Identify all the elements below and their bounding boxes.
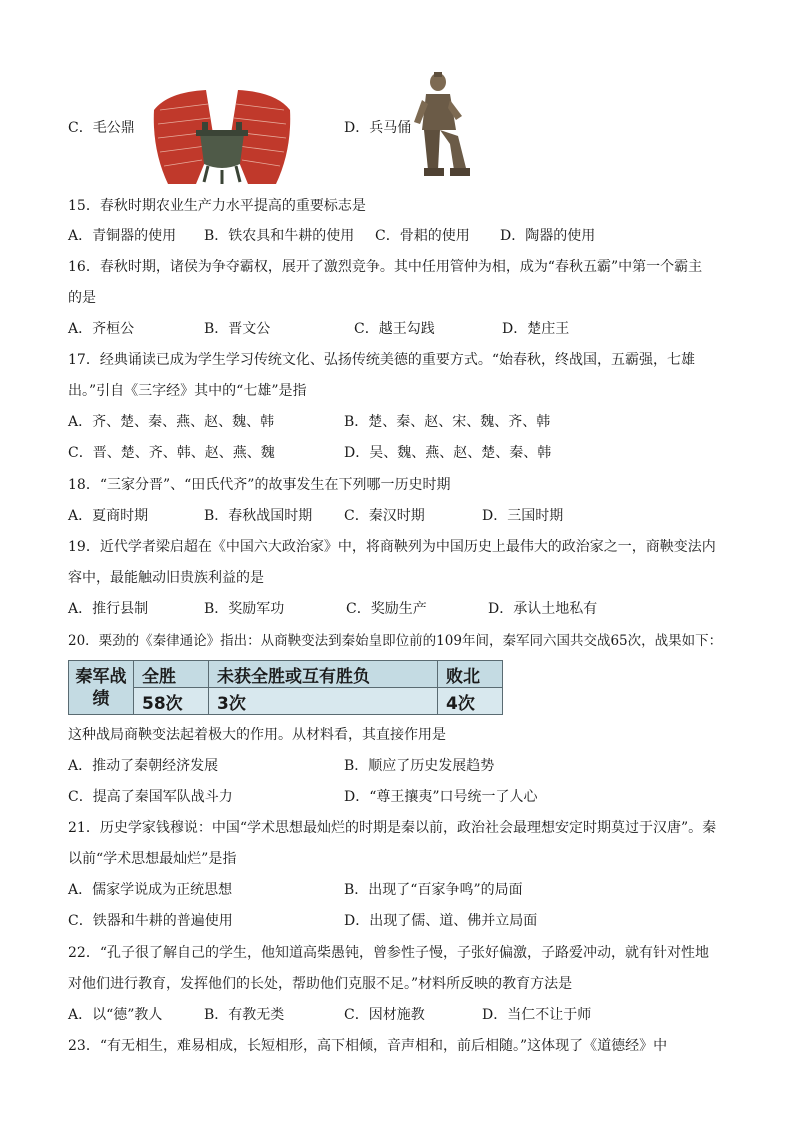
q22-stem-line2: 对他们进行教育，发挥他们的长处，帮助他们克服不足。”材料所反映的教育方法是 (68, 976, 573, 992)
q21-stem-line2: 以前“学术思想最灿烂”是指 (68, 851, 237, 867)
battle-results-table (68, 660, 503, 715)
q20-option-c[interactable]: C．提高了秦国军队战斗力 (68, 789, 233, 805)
q21-option-d[interactable]: D．出现了儒、道、佛并立局面 (344, 913, 538, 929)
q18-option-b[interactable]: B．春秋战国时期 (204, 508, 313, 524)
table-header-defeat: 败北 (438, 661, 503, 688)
q15-option-c[interactable]: C．骨耜的使用 (375, 228, 470, 244)
q21-stem-line1: 21．历史学家钱穆说：中国“学术思想最灿烂的时期是秦以前，政治社会最理想安定时期莫过于汉唐”。秦 (68, 820, 717, 836)
q21-option-a[interactable]: A．儒家学说成为正统思想 (68, 882, 233, 898)
q17-option-d[interactable]: D．吴、魏、燕、赵、楚、秦、韩 (344, 445, 552, 461)
q19-option-c[interactable]: C．奖励生产 (346, 601, 427, 617)
q22-option-c[interactable]: C．因材施教 (344, 1007, 425, 1023)
table-cell-full-victory: 58次 (134, 688, 209, 715)
q15-option-b[interactable]: B．铁农具和牛耕的使用 (204, 228, 355, 244)
q20-option-a[interactable]: A．推动了秦朝经济发展 (68, 758, 219, 774)
q22-option-b[interactable]: B．有教无类 (204, 1007, 285, 1023)
q21-option-b[interactable]: B．出现了“百家争鸣”的局面 (344, 882, 523, 898)
table-header-partial: 未获全胜或互有胜负 (209, 661, 438, 688)
q17-option-c[interactable]: C．晋、楚、齐、韩、赵、燕、魏 (68, 445, 275, 461)
table-cell-defeat: 4次 (438, 688, 503, 715)
q17-stem-line1: 17．经典诵读已成为学生学习传统文化、弘扬传统美德的重要方式。“始春秋，终战国，五霸强，七雄 (68, 352, 695, 368)
q20-option-b[interactable]: B．顺应了历史发展趋势 (344, 758, 495, 774)
q19-option-b[interactable]: B．奖励军功 (204, 601, 285, 617)
q17-option-b[interactable]: B．楚、秦、赵、宋、魏、齐、韩 (344, 414, 551, 430)
q18-option-c[interactable]: C．秦汉时期 (344, 508, 425, 524)
q19-stem-line2: 容中，最能触动旧贵族利益的是 (68, 570, 264, 586)
q20-stem-line1: 20．栗劲的《秦律通论》指出：从商鞅变法到秦始皇即位前的109年间，秦军同六国共交战65次，战果如下： (68, 633, 723, 649)
option-d-label: D．兵马俑 (344, 120, 412, 136)
q20-option-d[interactable]: D．“尊王攘夷”口号统一了人心 (344, 789, 538, 805)
q19-option-d[interactable]: D．承认土地私有 (488, 601, 598, 617)
q16-option-b[interactable]: B．晋文公 (204, 321, 271, 337)
mao-gong-ding-image (148, 80, 296, 190)
option-c-label: C．毛公鼎 (68, 120, 135, 136)
q23-stem-line1: 23．“有无相生，难易相成，长短相形，高下相倾，音声相和，前后相随。”这体现了《道德经》中 (68, 1038, 668, 1054)
q15-stem: 15．春秋时期农业生产力水平提高的重要标志是 (68, 198, 366, 214)
q15-option-a[interactable]: A．青铜器的使用 (68, 228, 177, 244)
q17-option-a[interactable]: A．齐、楚、秦、燕、赵、魏、韩 (68, 414, 275, 430)
q22-option-a[interactable]: A．以“德”教人 (68, 1007, 163, 1023)
q18-option-a[interactable]: A．夏商时期 (68, 508, 149, 524)
table-header-full-victory: 全胜 (134, 661, 209, 688)
q19-stem-line1: 19．近代学者梁启超在《中国六大政治家》中，将商鞅列为中国历史上最伟大的政治家之一，商鞅变法内 (68, 539, 716, 555)
q15-option-d[interactable]: D．陶器的使用 (500, 228, 596, 244)
table-row-label: 秦军战绩 (69, 661, 134, 715)
q18-stem: 18．“三家分晋”、“田氏代齐”的故事发生在下列哪一历史时期 (68, 477, 451, 493)
q16-option-c[interactable]: C．越王勾践 (354, 321, 435, 337)
q19-option-a[interactable]: A．推行县制 (68, 601, 149, 617)
q16-option-d[interactable]: D．楚庄王 (502, 321, 570, 337)
q16-stem-line1: 16．春秋时期，诸侯为争夺霸权，展开了激烈竞争。其中任用管仲为相，成为“春秋五霸”中第一个霸主 (68, 259, 703, 275)
q16-option-a[interactable]: A．齐桓公 (68, 321, 135, 337)
q17-stem-line2: 出。”引自《三字经》其中的“七雄”是指 (68, 383, 307, 399)
q22-option-d[interactable]: D．当仁不让于师 (482, 1007, 592, 1023)
q22-stem-line1: 22．“孔子很了解自己的学生，他知道高柴愚钝，曾参性子慢，子张好偏激，子路爱冲动，就有针对性地 (68, 945, 709, 961)
q20-stem-line2: 这种战局商鞅变法起着极大的作用。从材料看，其直接作用是 (68, 727, 446, 743)
table-cell-partial: 3次 (209, 688, 438, 715)
terracotta-warrior-image (410, 70, 472, 182)
q18-option-d[interactable]: D．三国时期 (482, 508, 564, 524)
q16-stem-line2: 的是 (68, 290, 96, 306)
q21-option-c[interactable]: C．铁器和牛耕的普遍使用 (68, 913, 233, 929)
